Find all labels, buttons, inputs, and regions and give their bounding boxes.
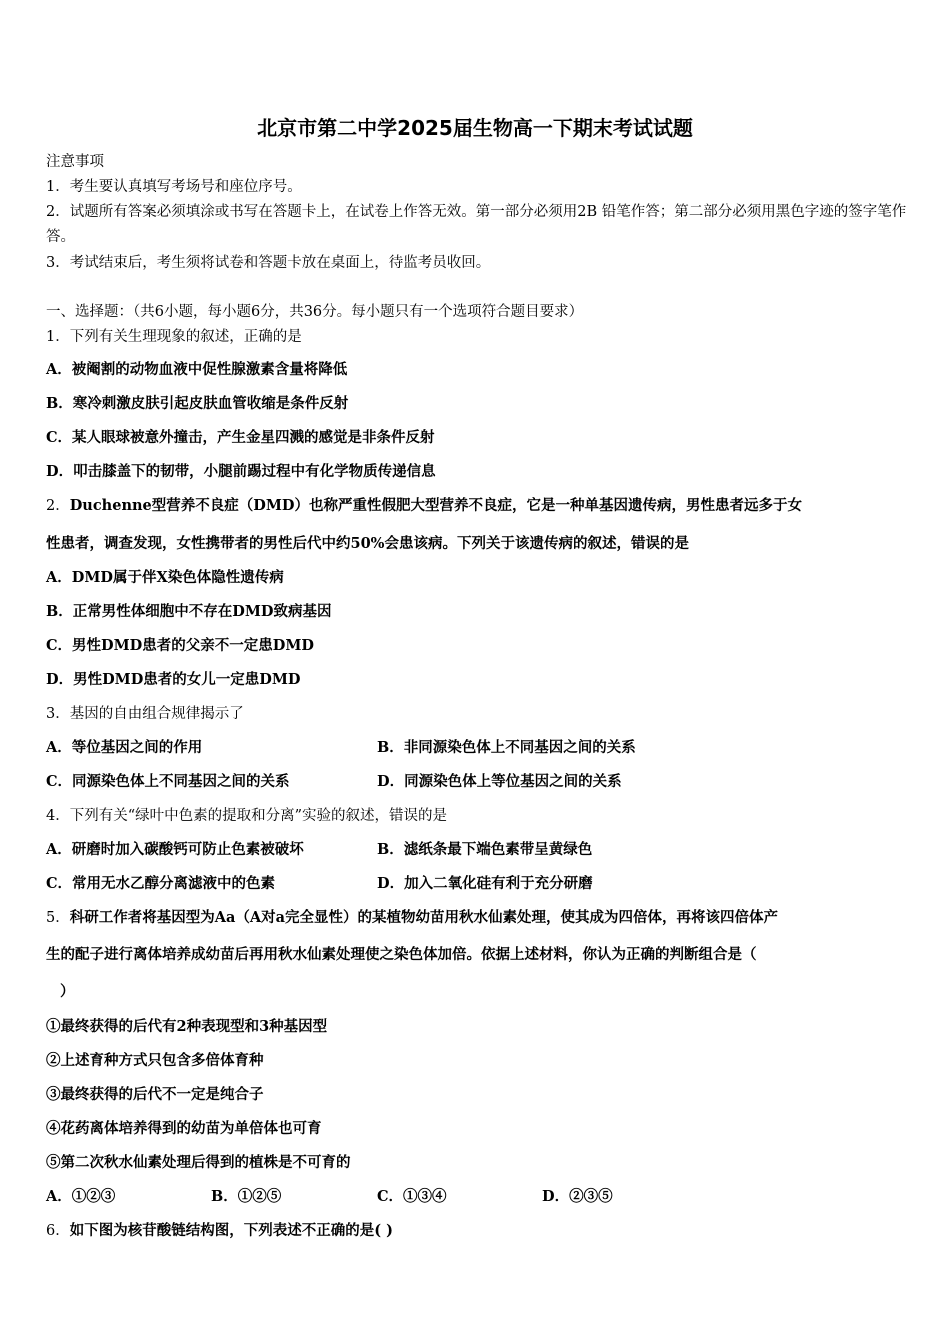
q3-option-c: C．同源染色体上不同基因之间的关系 (46, 773, 290, 790)
q5-option-b: B．①②⑤ (211, 1188, 282, 1205)
notice-item-3: 3．考试结束后，考生须将试卷和答题卡放在桌面上，待监考员收回。 (46, 255, 491, 271)
q5-statement-2: ②上述育种方式只包含多倍体育种 (46, 1052, 264, 1069)
question-1 (46, 327, 916, 347)
q5-statement-3: ③最终获得的后代不一定是纯合子 (46, 1086, 264, 1103)
question-4-number: 4． (46, 808, 70, 824)
question-5-line-1 (46, 908, 916, 928)
q1-option-c: C．某人眼球被意外撞击，产生金星四溅的感觉是非条件反射 (46, 429, 435, 446)
q5-statement-5: ⑤第二次秋水仙素处理后得到的植株是不可育的 (46, 1154, 351, 1171)
question-6 (46, 1221, 916, 1241)
question-2-stem-line-1: Duchenne型营养不良症（DMD）也称严重性假肥大型营养不良症，它是一种单基因遗传病，男性患者远多于女 (69, 497, 802, 514)
q5-option-c: C．①③④ (377, 1188, 447, 1205)
q5-option-d: D．②③⑤ (542, 1188, 613, 1205)
q1-option-d: D．叩击膝盖下的韧带，小腿前踢过程中有化学物质传递信息 (46, 463, 436, 480)
question-3 (46, 704, 916, 724)
notice-item-2: 2．试题所有答案必须填涂或书写在答题卡上，在试卷上作答无效。第一部分必须用2B 铅笔作答；第二部分必须用黑色字迹的签字笔作答。 (46, 204, 907, 245)
q5-statement-4: ④花药离体培养得到的幼苗为单倍体也可育 (46, 1120, 322, 1137)
question-5-stem-line-2: 生的配子进行离体培养成幼苗后再用秋水仙素处理使之染色体加倍。依据上述材料，你认为正确的判断组合是（ (46, 946, 757, 963)
notice-heading: 注意事项 (46, 154, 104, 170)
question-5-stem-line-3: ） (60, 983, 75, 1000)
question-6-stem: 如下图为核苷酸链结构图，下列表述不正确的是( ) (69, 1222, 394, 1239)
question-3-number: 3． (46, 706, 70, 722)
question-6-number: 6． (46, 1223, 70, 1239)
question-5-stem-line-1: 科研工作者将基因型为Aa（A对a完全显性）的某植物幼苗用秋水仙素处理，使其成为四倍体，再将该四倍体产 (69, 909, 779, 926)
question-2-stem-line-2: 性患者，调查发现，女性携带者的男性后代中约50%会患该病。下列关于该遗传病的叙述，错误的是 (46, 535, 689, 552)
page-title: 北京市第二中学2025届生物高一下期末考试试题 (257, 116, 693, 140)
question-1-stem: 下列有关生理现象的叙述，正确的是 (69, 329, 302, 345)
q4-option-a: A．研磨时加入碳酸钙可防止色素被破坏 (46, 841, 304, 858)
q3-option-d: D．同源染色体上等位基因之间的关系 (377, 773, 622, 790)
question-1-number: 1． (46, 329, 70, 345)
q3-option-b: B．非同源染色体上不同基因之间的关系 (377, 739, 636, 756)
q4-option-c: C．常用无水乙醇分离滤液中的色素 (46, 875, 276, 892)
q2-option-d: D．男性DMD患者的女儿一定患DMD (46, 671, 301, 688)
q4-option-d: D．加入二氧化硅有利于充分研磨 (377, 875, 593, 892)
q1-option-a: A．被阉割的动物血液中促性腺激素含量将降低 (46, 361, 348, 378)
q2-option-c: C．男性DMD患者的父亲不一定患DMD (46, 637, 314, 654)
q4-option-b: B．滤纸条最下端色素带呈黄绿色 (377, 841, 593, 858)
question-5-number: 5． (46, 910, 70, 926)
q1-option-b: B．寒冷刺激皮肤引起皮肤血管收缩是条件反射 (46, 395, 349, 412)
question-2-line-1 (46, 496, 916, 516)
question-3-stem: 基因的自由组合规律揭示了 (69, 706, 244, 722)
section-heading: 一、选择题：（共6小题，每小题6分，共36分。每小题只有一个选项符合题目要求） (46, 304, 584, 320)
q2-option-b: B．正常男性体细胞中不存在DMD致病基因 (46, 603, 332, 620)
q3-option-a: A．等位基因之间的作用 (46, 739, 203, 756)
q2-option-a: A．DMD属于伴X染色体隐性遗传病 (46, 569, 284, 586)
q5-option-a: A．①②③ (46, 1188, 116, 1205)
question-2-number: 2． (46, 498, 70, 514)
q5-statement-1: ①最终获得的后代有2种表现型和3种基因型 (46, 1018, 328, 1035)
question-4 (46, 806, 916, 826)
notice-item-1: 1．考生要认真填写考场号和座位序号。 (46, 179, 302, 195)
question-4-stem: 下列有关“绿叶中色素的提取和分离”实验的叙述，错误的是 (69, 808, 448, 824)
